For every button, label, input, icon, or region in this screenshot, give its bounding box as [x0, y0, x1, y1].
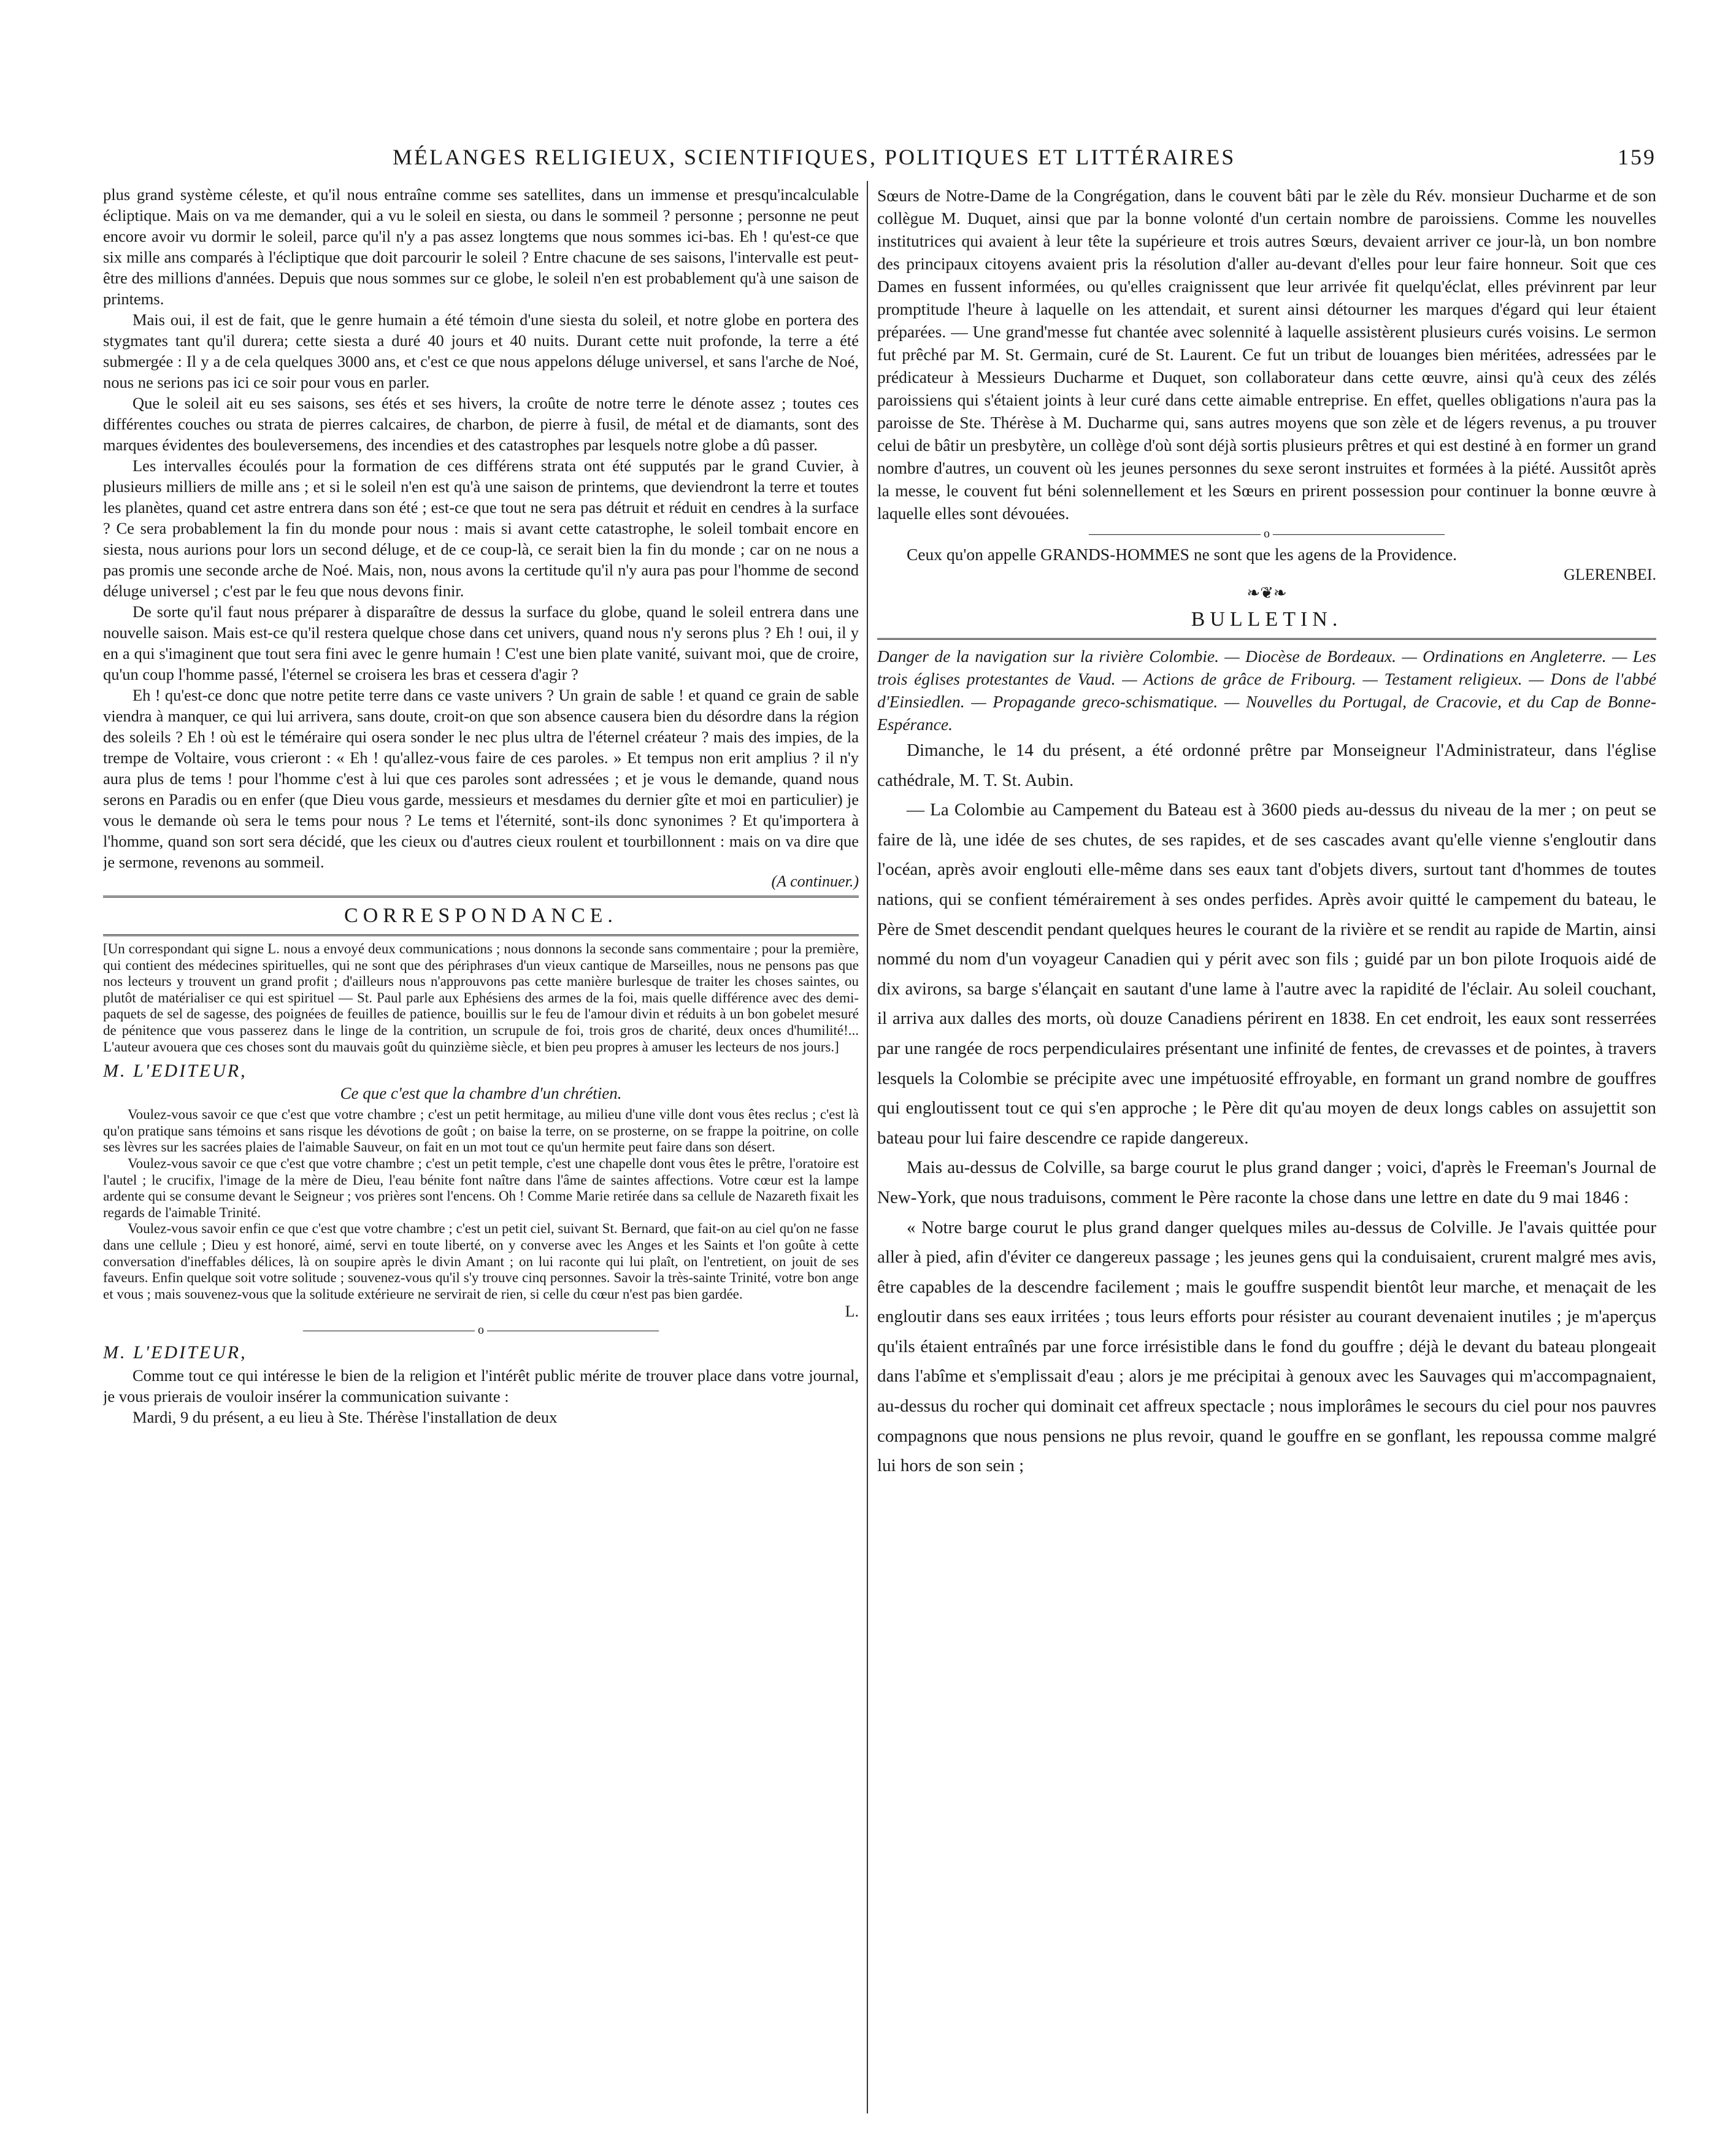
left-column [103, 184, 859, 2117]
letter-body [103, 1365, 859, 1428]
letter-body [103, 1107, 859, 1321]
bulletin-title: BULLETIN. [1191, 608, 1343, 631]
maxim-author: GLERENBEI. [1564, 566, 1656, 583]
maxim: Ceux qu'on appelle GRANDS-HOMMES ne sont que les agens de la Providence. [907, 545, 1458, 564]
section-rule [877, 638, 1656, 640]
section-rule [103, 896, 859, 898]
editor-note-block [103, 941, 859, 1055]
essay-paragraph: Les intervalles écoulés pour la formation de ces différens strata ont été supputés par le grand Cuvier, à plusieurs milliers de mille ans ; et si le soleil n'en est qu'à une saison de printems, que deviendront la terre et toutes les planètes, quand cet astre entrera dans son été ; est-ce que tout ne sera pas détruit et réduit en cendres à la surface ? Ce sera probablement la fin du monde pour nous : mais si avant cette catastrophe, le soleil tombait encore en siesta, nous aurions pour lors un second déluge, et de ce coup-là, ce serait bien la fin du monde ; car on ne nous a pas promis une seconde arche de Noé. Mais, non, nous avons la certitude qu'il n'y aura pas pour l'homme de second déluge universel ; c'est par le feu que nous devons finir. [103, 456, 859, 600]
bulletin-body [877, 736, 1656, 1481]
page-header [393, 140, 1656, 174]
page-number: 159 [1618, 145, 1656, 169]
maxim-block [877, 543, 1656, 584]
article-paragraph: Sœurs de Notre-Dame de la Congrégation, dans le couvent bâti par le zèle du Rév. monsieur Ducharme et de son collègue M. Duquet, ainsi que par la bonne volonté d'un certain nombre de paroissiens. Comme les nouvelles institutrices qui avaient à leur tête la supérieure et trois autres Sœurs, devaient arriver ce jour-là, un bon nombre des principaux citoyens avaient pris la résolution d'aller au-devant d'elles pour leur faire honneur. Soit que ces Dames en fussent informées, ou qu'elles craignissent que leur arrivée fit quelqu'éclat, elles prévinrent par leur promptitude l'heure à laquelle on les attendait, et surent ainsi détourner les marques d'égard qui leur étaient préparées. — Une grand'messe fut chantée avec solennité à laquelle assistèrent plusieurs curés voisins. Le sermon fut prêché par M. St. Germain, curé de St. Laurent. Ce fut un tribut de louanges bien méritées, adressées par le prédicateur à Messieurs Ducharme et Duquet, son collaborateur dans cette œuvre, ainsi qu'à ceux des zélés paroissiens qui s'étaient joints à leur curé dans cette aimable entreprise. En effet, quelles obligations n'aura pas la paroisse de Ste. Thérèse à M. Ducharme qui, sans autres moyens que son zèle et de légers revenus, a pu trouver celui de bâtir un presbytère, un collège d'où sont déjà sortis plusieurs prêtres et qui est destiné à en former un grand nombre d'autres, un couvent où les jeunes personnes du sexe seront instruites et formées à la piété. Aussitôt après la messe, le couvent fut béni solennellement et les Sœurs en prirent possession pour continuer la bonne œuvre à laquelle elles sont dévouées. [877, 186, 1656, 523]
colombie-paragraph: — La Colombie au Campement du Bateau est à 3600 pieds au-dessus du niveau de la mer ; on peut se faire de là, une idée de ses chutes, de ses rapides, et de ses cascades avant qu'elle vienne s'engloutir dans l'océan, après avoir englouti elle-même dans ses eaux tant d'objets divers, surtout tant d'hommes de toutes nations, qui se confient témérairement à ses ondes perfides. Après avoir quitté le campement du bateau, le Père de Smet descendit pendant quelques heures le courant de la rivière et se rendit au rapide de Martin, ainsi nommé du nom d'un voyageur Canadien qui y périt avec son fils ; guidé par un bon pilote Iroquois aidé de dix avirons, sa barge s'élançait en sautant d'une lame à l'autre avec la rapidité de l'éclair. Au soleil couchant, il arriva aux dalles des morts, où douze Canadiens périrent en 1838. En cet endroit, les eaux sont resserrées par une rangée de rocs perpendiculaires présentant une infinité de fentes, de crevasses et de pointes, à travers lesquels la Colombie se précipite avec une impétuosité effroyable, en formant un grand nombre de gouffres qui engloutissent tout ce qui s'en approche ; le Père dit qu'au moyen de deux longs cables on assujettit son bateau pour lui faire descendre ce rapide dangereux. [877, 800, 1656, 1148]
letter-paragraph: Comme tout ce qui intéresse le bien de la religion et l'intérêt public mérite de trouver place dans votre journal, je vous prierais de vouloir insérer la communication suivante : [103, 1366, 859, 1406]
running-title: MÉLANGES RELIGIEUX, SCIENTIFIQUES, POLITIQUES ET LITTÉRAIRES [393, 145, 1236, 169]
letter-paragraph: Voulez-vous savoir ce que c'est que votre chambre ; c'est un petit temple, c'est une chapelle dont vous êtes le prêtre, l'oratoire est l'autel ; le crucifix, l'image de la mère de Dieu, l'eau bénite font naître dans l'âme de saintes affections. Votre cœur est la lampe ardente qui se consume devant le Seigneur ; vos prières sont l'encens. Oh ! Comme Marie retirée dans sa cellule de Nazareth fixait les regards de l'aimable Trinité. [103, 1155, 859, 1220]
convent-article [877, 184, 1656, 525]
essay-paragraph: De sorte qu'il faut nous préparer à disparaître de dessus la surface du globe, quand le soleil entrera dans une nouvelle saison. Mais est-ce qu'il restera quelque chose dans cet univers, quand nous n'y serons plus ? Eh ! oui, il y en a qui s'imaginent que tout sera fini avec le genre humain ! C'est une bien plate vanité, suivant moi, que de croire, qu'un coup l'homme passé, l'éternel se croisera les bras et cessera d'agir ? [103, 602, 859, 683]
editor-note: [Un correspondant qui signe L. nous a envoyé deux communications ; nous donnons la seconde sans commentaire ; pour la première, qui contient des médecines spirituelles, qui ne sont que des périphrases d'un vieux cantique de Marseilles, nous ne pensons pas que nos lecteurs y trouvent un grand profit ; d'ailleurs nous n'approuvons pas cette manière burlesque de traiter les choses saintes, ou plutôt de matérialiser ce qui est spirituel — St. Paul parle aux Ephésiens des armes de la foi, mais quelle différence avec des demi-paquets de sel de sagesse, des poignées de feuilles de patience, bouillis sur le feu de l'amour divin et réduits à un bon gobelet mesuré de pénitence que vous passerez dans le linge de la contrition, un scrupule de foi, trois gros de charité, deux onces d'humilité!... L'auteur avouera que ces choses sont du mauvais goût du quinzième siècle, et bien peu propres à amuser les lecteurs de nos jours.] [103, 941, 859, 1055]
letter-salutation: M. L'EDITEUR, [103, 1342, 247, 1363]
letter-signature: L. [845, 1302, 859, 1321]
ornament-divider: ❧❦❧ [1246, 584, 1287, 602]
essay-paragraph: Mais oui, il est de fait, que le genre humain a été témoin d'une siesta du soleil, et notre globe en portera des stygmates tant qu'il durera; cette siesta a duré 40 jours et 40 nuits. Durant cette nuit profonde, la terre a été submergée : Il y a de cela quelques 3000 ans, et c'est ce que nous appelons déluge universel, et sans l'arche de Noé, nous ne serions pas ici ce soir pour vous en parler. [103, 310, 859, 391]
essay-continuation: (A continuer.) [771, 872, 859, 890]
letter-salutation: M. L'EDITEUR, [103, 1061, 247, 1082]
bulletin-summary: Danger de la navigation sur la rivière Colombie. — Diocèse de Bordeaux. — Ordinations en Angleterre. — Les trois églises protestantes de Vaud. — Actions de grâce de Fribourg. — Testament religieux. — Dons de l'abbé d'Einsiedlen. — Propagande greco-schismatique. — Nouvelles du Portugal, de Cracovie, et du Cap de Bonne-Espérance. [877, 647, 1656, 734]
separator-rule: —————————————— o —————————————— [303, 1323, 659, 1337]
colombie-paragraph: « Notre barge courut le plus grand danger quelques miles au-dessus de Colville. Je l'avais quittée pour aller à pied, afin d'éviter ce dangereux passage ; les jeunes gens qui la conduisaient, crurent malgré mes avis, être capables de la descendre facilement ; mais le gouffre suspendit bientôt leur marche, et menaçait de les engloutir dans ses eaux irritées ; tous leurs efforts pour résister au courant devenaient inutiles ; je m'aperçus qu'ils étaient entraînés par une force irrésistible dans le fond du gouffre ; déjà le devant du bateau plongeait dans l'abîme et s'emplissait d'eau ; alors je me précipitai à genoux avec les Sauvages qui m'accompagnaient, au-dessus du rocher qui dominait cet affreux spectacle ; nous implorâmes le secours du ciel pour nos pauvres compagnons que nous pensions ne plus revoir, quand le gouffre en se gonflant, les repoussa comme malgré lui hors de son sein ; [877, 1217, 1656, 1476]
bulletin-summary-block [877, 645, 1656, 736]
section-rule [103, 934, 859, 936]
letter-paragraph: Voulez-vous savoir enfin ce que c'est que votre chambre ; c'est un petit ciel, suivant St. Bernard, que fait-on au ciel qu'on ne fasse dans une cellule ; Dieu y est honoré, aimé, servi en toute liberté, on y converse avec les Anges et les Saints et l'on goûte à cette conversation d'ineffables délices, là on soupire après le divin Amant ; on lui raconte qui lui plaît, on l'entretient, on jouit de ses faveurs. Enfin quelque soit votre solitude ; souvenez-vous qu'il s'y trouve cinq personnes. Savoir la très-sainte Trinité, votre bon ange et vous ; mais souvenez-vous que la solitude extérieure ne servirait de rien, si celle du cœur n'est pas bien gardée. [103, 1221, 859, 1302]
ordination-notice: Dimanche, le 14 du présent, a été ordonné prêtre par Monseigneur l'Administrateur, dans l'église cathédrale, M. T. St. Aubin. [877, 740, 1656, 790]
essay-paragraph: Eh ! qu'est-ce donc que notre petite terre dans ce vaste univers ? Un grain de sable ! et quand ce grain de sable viendra à manquer, ce qui lui arrivera, sans doute, croit-on que son absence causera bien du désordre dans la région des soleils ? Eh ! où est le téméraire qui osera sonder le nec plus ultra de l'éternel créateur ? mais des impies, de la trempe de Voltaire, vous crieront : « Eh ! qu'allez-vous faire de ces paroles. » Et tempus non erit amplius ? il n'y aura plus de tems ! pour l'homme c'est à lui que ces paroles sont adressées ; et je vous le demande, quand nous serons en Paradis ou en enfer (que Dieu vous garde, messieurs et mesdames du dernier gîte et moi en particulier) je vous le demande où sera le tems pour nous ? Le tems et l'éternité, sont-ils donc synonimes ? Et qu'importera à l'homme, quand son sort sera décidé, que les cieux ou d'autres cieux roulent et tourbillonnent : mais on va dire que je sermone, revenons au sommeil. [103, 686, 859, 871]
essay-paragraph: Que le soleil ait eu ses saisons, ses étés et ses hivers, la croûte de notre terre le dénote assez ; toutes ces différentes couches ou strata de pierres calcaires, de charbon, de pierre à fusil, de métal et de diamants, sont des marques évidentes des bouleversemens, des incendies et des catastrophes par lesquels notre globe a dû passer. [103, 394, 859, 454]
letter-paragraph: Mardi, 9 du présent, a eu lieu à Ste. Thérèse l'installation de deux [133, 1408, 558, 1427]
colombie-paragraph: Mais au-dessus de Colville, sa barge courut le plus grand danger ; voici, d'après le Freeman's Journal de New-York, que nous traduisons, comment le Père raconte la chose dans une lettre en date du 9 mai 1846 : [877, 1158, 1656, 1207]
separator-rule: —————————————— o —————————————— [1089, 527, 1445, 540]
essay [103, 184, 859, 891]
essay-paragraph: plus grand système céleste, et qu'il nous entraîne comme ses satellites, dans un immense et presqu'incalculable écliptique. Mais on va me demander, qui a vu le soleil en siesta, ou dans le sommeil ? personne ; personne ne peut encore avoir vu dormir le soleil, parce qu'il n'y a pas assez longtems que nous sommes ici-bas. Eh ! qu'est-ce que six mille ans comparés à l'écliptique que doit parcourir le soleil ? Entre chacune de ses saisons, l'intervalle est peut-être des millions d'années. Depuis que nous sommes sur ce globe, le soleil n'en est probablement qu'à une saison de printems. [103, 185, 859, 308]
section-title: CORRESPONDANCE. [344, 904, 618, 927]
column-divider [867, 181, 868, 2113]
letter-paragraph: Voulez-vous savoir ce que c'est que votre chambre ; c'est un petit hermitage, au milieu d'une ville dont vous êtes reclus ; c'est là qu'on pratique sans témoins et sans risque les dévotions de goût ; on baise la terre, on se prosterne, on se frappe la poitrine, on colle ses lèvres sur les sacrées plaies de l'aimable Sauveur, on fait en un mot tout ce qu'un hermite peut faire dans son désert. [103, 1107, 859, 1155]
letter-subtitle: Ce que c'est que la chambre d'un chrétien. [340, 1084, 622, 1103]
right-column [877, 184, 1656, 2117]
